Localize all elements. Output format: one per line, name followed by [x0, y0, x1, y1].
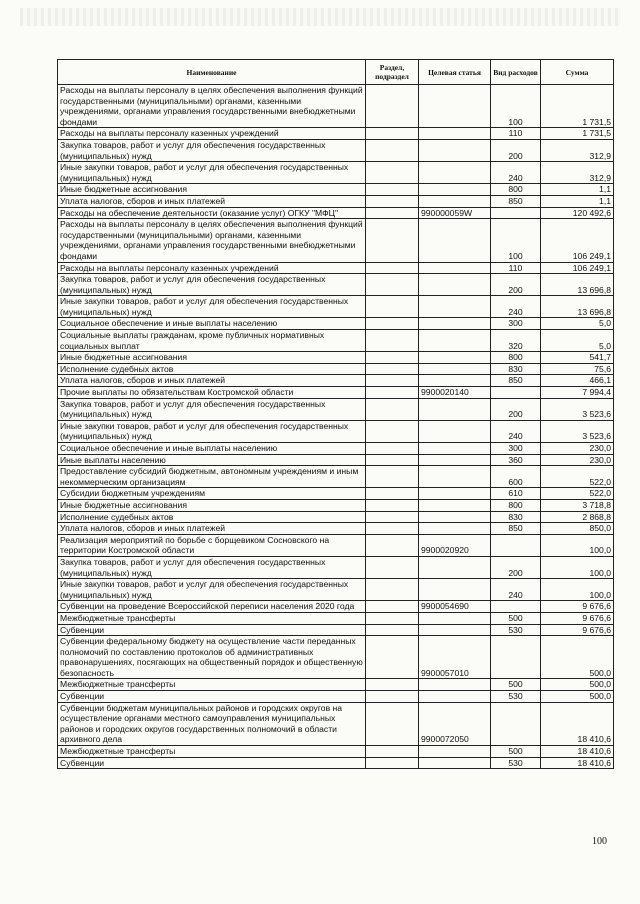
table-row: [58, 128, 614, 140]
cell-section: [366, 702, 419, 745]
cell-kind: 800: [491, 184, 541, 196]
table-row: [58, 274, 614, 296]
cell-kind: 100: [491, 85, 541, 128]
cell-sum: 3 718,8: [541, 499, 614, 511]
cell-target: [419, 466, 491, 488]
cell-section: [366, 330, 419, 352]
cell-name: Социальное обеспечение и иные выплаты населению: [58, 443, 366, 455]
cell-sum: 13 696,8: [541, 296, 614, 318]
cell-target: 990000059W: [419, 207, 491, 219]
cell-target: [419, 330, 491, 352]
table-row: [58, 352, 614, 364]
cell-kind: 240: [491, 162, 541, 184]
cell-section: [366, 454, 419, 466]
scan-header-noise: [20, 8, 620, 26]
cell-section: [366, 139, 419, 161]
cell-section: [366, 195, 419, 207]
cell-sum: 18 410,6: [541, 746, 614, 758]
cell-kind: 830: [491, 511, 541, 523]
cell-sum: 522,0: [541, 488, 614, 500]
cell-section: [366, 679, 419, 691]
table-row: [58, 702, 614, 745]
header-section: Раздел, подраздел: [366, 60, 419, 85]
cell-target: [419, 262, 491, 274]
table-row: [58, 318, 614, 330]
cell-section: [366, 443, 419, 455]
cell-section: [366, 511, 419, 523]
cell-target: [419, 499, 491, 511]
cell-target: [419, 488, 491, 500]
cell-section: [366, 636, 419, 679]
cell-name: Субвенции федеральному бюджету на осуществление части переданных полномочий по составлению протоколов об административных правонарушениях, посягающих на общественный порядок и общественную безопасность: [58, 636, 366, 679]
header-name: Наименование: [58, 60, 366, 85]
cell-target: 9900072050: [419, 702, 491, 745]
cell-kind: 530: [491, 757, 541, 769]
table-row: [58, 466, 614, 488]
cell-sum: 7 994,4: [541, 387, 614, 399]
cell-name: Уплата налогов, сборов и иных платежей: [58, 195, 366, 207]
cell-kind: 300: [491, 318, 541, 330]
cell-sum: 18 410,6: [541, 702, 614, 745]
cell-section: [366, 318, 419, 330]
cell-sum: 230,0: [541, 454, 614, 466]
cell-sum: 5,0: [541, 318, 614, 330]
cell-name: Иные закупки товаров, работ и услуг для обеспечения государственных (муниципальных) нужд: [58, 162, 366, 184]
cell-kind: 100: [491, 219, 541, 262]
cell-target: [419, 612, 491, 624]
cell-name: Иные закупки товаров, работ и услуг для обеспечения государственных (муниципальных) нужд: [58, 579, 366, 601]
cell-kind: 110: [491, 128, 541, 140]
table-row: [58, 523, 614, 535]
cell-name: Расходы на выплаты персоналу казенных учреждений: [58, 128, 366, 140]
cell-section: [366, 398, 419, 420]
cell-kind: [491, 387, 541, 399]
table-row: [58, 420, 614, 442]
cell-target: 9900020140: [419, 387, 491, 399]
cell-target: [419, 398, 491, 420]
table-row: [58, 579, 614, 601]
cell-section: [366, 363, 419, 375]
table-row: [58, 636, 614, 679]
cell-kind: 500: [491, 746, 541, 758]
cell-name: Иные бюджетные ассигнования: [58, 499, 366, 511]
cell-kind: 600: [491, 466, 541, 488]
cell-sum: 5,0: [541, 330, 614, 352]
cell-name: Субвенции: [58, 691, 366, 703]
cell-section: [366, 556, 419, 578]
cell-target: [419, 318, 491, 330]
cell-section: [366, 207, 419, 219]
cell-sum: 100,0: [541, 534, 614, 556]
table-row: [58, 624, 614, 636]
cell-sum: 466,1: [541, 375, 614, 387]
cell-name: Расходы на выплаты персоналу казенных учреждений: [58, 262, 366, 274]
table-row: [58, 207, 614, 219]
cell-kind: [491, 702, 541, 745]
cell-section: [366, 523, 419, 535]
table-row: [58, 443, 614, 455]
cell-sum: 106 249,1: [541, 219, 614, 262]
cell-sum: 500,0: [541, 636, 614, 679]
cell-kind: 110: [491, 262, 541, 274]
cell-target: [419, 511, 491, 523]
cell-kind: [491, 636, 541, 679]
table-row: [58, 139, 614, 161]
cell-section: [366, 601, 419, 613]
cell-sum: 1 731,5: [541, 128, 614, 140]
table-row: [58, 534, 614, 556]
cell-name: Межбюджетные трансферты: [58, 746, 366, 758]
cell-target: [419, 443, 491, 455]
cell-section: [366, 375, 419, 387]
table-row: [58, 85, 614, 128]
cell-sum: 500,0: [541, 691, 614, 703]
cell-section: [366, 184, 419, 196]
cell-section: [366, 128, 419, 140]
table-row: [58, 612, 614, 624]
cell-kind: 850: [491, 375, 541, 387]
cell-kind: [491, 534, 541, 556]
cell-sum: 100,0: [541, 556, 614, 578]
table-row: [58, 262, 614, 274]
cell-target: [419, 679, 491, 691]
table-row: [58, 746, 614, 758]
cell-name: Социальное обеспечение и иные выплаты населению: [58, 318, 366, 330]
cell-name: Субвенции на проведение Всероссийской переписи населения 2020 года: [58, 601, 366, 613]
table-row: [58, 387, 614, 399]
cell-name: Предоставление субсидий бюджетным, автономным учреждениям и иным некоммерческим организациям: [58, 466, 366, 488]
cell-sum: 541,7: [541, 352, 614, 364]
cell-target: [419, 195, 491, 207]
cell-kind: 240: [491, 296, 541, 318]
cell-section: [366, 420, 419, 442]
cell-kind: 530: [491, 624, 541, 636]
cell-kind: 360: [491, 454, 541, 466]
cell-name: Уплата налогов, сборов и иных платежей: [58, 375, 366, 387]
cell-name: Субвенции бюджетам муниципальных районов и городских округов на осуществление органами местного самоуправления муниципальных районов и городских округов государственных полномочий в области архивного дела: [58, 702, 366, 745]
table-row: [58, 691, 614, 703]
table-row: [58, 184, 614, 196]
cell-kind: 830: [491, 363, 541, 375]
cell-target: 9900020920: [419, 534, 491, 556]
cell-name: Иные закупки товаров, работ и услуг для обеспечения государственных (муниципальных) нужд: [58, 296, 366, 318]
cell-section: [366, 162, 419, 184]
cell-kind: 530: [491, 691, 541, 703]
cell-section: [366, 624, 419, 636]
cell-section: [366, 262, 419, 274]
cell-name: Иные бюджетные ассигнования: [58, 184, 366, 196]
cell-name: Иные выплаты населению: [58, 454, 366, 466]
cell-kind: 500: [491, 612, 541, 624]
table-row: [58, 488, 614, 500]
cell-sum: 75,6: [541, 363, 614, 375]
cell-sum: 2 868,8: [541, 511, 614, 523]
cell-target: 9900057010: [419, 636, 491, 679]
cell-name: Закупка товаров, работ и услуг для обеспечения государственных (муниципальных) нужд: [58, 398, 366, 420]
cell-sum: 3 523,6: [541, 420, 614, 442]
cell-section: [366, 534, 419, 556]
cell-sum: 312,9: [541, 139, 614, 161]
cell-target: [419, 579, 491, 601]
cell-sum: 18 410,6: [541, 757, 614, 769]
cell-kind: 850: [491, 523, 541, 535]
cell-kind: 200: [491, 398, 541, 420]
table-row: [58, 363, 614, 375]
cell-name: Расходы на выплаты персоналу в целях обеспечения выполнения функций государственными (муниципальными) органами, казенными учреждениями, органами управления государственными внебюджетными фондами: [58, 85, 366, 128]
cell-kind: 500: [491, 679, 541, 691]
cell-name: Исполнение судебных актов: [58, 363, 366, 375]
cell-name: Субвенции: [58, 757, 366, 769]
cell-target: [419, 556, 491, 578]
cell-sum: 230,0: [541, 443, 614, 455]
cell-section: [366, 488, 419, 500]
cell-name: Иные закупки товаров, работ и услуг для обеспечения государственных (муниципальных) нужд: [58, 420, 366, 442]
cell-sum: 312,9: [541, 162, 614, 184]
table-row: [58, 162, 614, 184]
cell-section: [366, 352, 419, 364]
cell-kind: 320: [491, 330, 541, 352]
cell-target: [419, 219, 491, 262]
cell-sum: 120 492,6: [541, 207, 614, 219]
cell-name: Закупка товаров, работ и услуг для обеспечения государственных (муниципальных) нужд: [58, 139, 366, 161]
cell-target: 9900054690: [419, 601, 491, 613]
table-row: [58, 556, 614, 578]
cell-name: Уплата налогов, сборов и иных платежей: [58, 523, 366, 535]
cell-sum: 13 696,8: [541, 274, 614, 296]
cell-section: [366, 757, 419, 769]
cell-target: [419, 128, 491, 140]
cell-name: Прочие выплаты по обязательствам Костромской области: [58, 387, 366, 399]
cell-section: [366, 466, 419, 488]
cell-sum: 106 249,1: [541, 262, 614, 274]
cell-target: [419, 624, 491, 636]
cell-section: [366, 85, 419, 128]
table-row: [58, 330, 614, 352]
cell-kind: 300: [491, 443, 541, 455]
cell-name: Межбюджетные трансферты: [58, 679, 366, 691]
cell-sum: 9 676,6: [541, 601, 614, 613]
table-row: [58, 679, 614, 691]
cell-name: Закупка товаров, работ и услуг для обеспечения государственных (муниципальных) нужд: [58, 274, 366, 296]
cell-target: [419, 523, 491, 535]
header-target: Целевая статья: [419, 60, 491, 85]
table-row: [58, 757, 614, 769]
cell-sum: 522,0: [541, 466, 614, 488]
cell-section: [366, 387, 419, 399]
cell-target: [419, 274, 491, 296]
page-number: 100: [592, 836, 607, 847]
cell-kind: 800: [491, 352, 541, 364]
table-row: [58, 398, 614, 420]
table-row: [58, 601, 614, 613]
cell-target: [419, 757, 491, 769]
cell-section: [366, 219, 419, 262]
cell-target: [419, 363, 491, 375]
cell-kind: [491, 601, 541, 613]
cell-target: [419, 184, 491, 196]
cell-section: [366, 274, 419, 296]
cell-kind: 200: [491, 556, 541, 578]
cell-target: [419, 746, 491, 758]
cell-target: [419, 420, 491, 442]
cell-target: [419, 296, 491, 318]
cell-target: [419, 691, 491, 703]
cell-name: Субвенции: [58, 624, 366, 636]
cell-name: Иные бюджетные ассигнования: [58, 352, 366, 364]
table-row: [58, 219, 614, 262]
cell-target: [419, 375, 491, 387]
cell-kind: [491, 207, 541, 219]
cell-target: [419, 352, 491, 364]
cell-name: Реализация мероприятий по борьбе с борщевиком Сосновского на территории Костромской области: [58, 534, 366, 556]
cell-sum: 9 676,6: [541, 624, 614, 636]
cell-sum: 1,1: [541, 184, 614, 196]
cell-kind: 610: [491, 488, 541, 500]
cell-sum: 850,0: [541, 523, 614, 535]
cell-section: [366, 691, 419, 703]
table-row: [58, 296, 614, 318]
cell-target: [419, 454, 491, 466]
cell-kind: 200: [491, 139, 541, 161]
cell-section: [366, 499, 419, 511]
cell-sum: 500,0: [541, 679, 614, 691]
cell-section: [366, 612, 419, 624]
cell-sum: 3 523,6: [541, 398, 614, 420]
cell-name: Социальные выплаты гражданам, кроме публичных нормативных социальных выплат: [58, 330, 366, 352]
cell-name: Субсидии бюджетным учреждениям: [58, 488, 366, 500]
table-row: [58, 195, 614, 207]
cell-kind: 850: [491, 195, 541, 207]
cell-kind: 200: [491, 274, 541, 296]
cell-target: [419, 139, 491, 161]
cell-name: Закупка товаров, работ и услуг для обеспечения государственных (муниципальных) нужд: [58, 556, 366, 578]
cell-name: Исполнение судебных актов: [58, 511, 366, 523]
table-row: [58, 375, 614, 387]
cell-target: [419, 162, 491, 184]
budget-table: [57, 59, 614, 769]
table-row: [58, 454, 614, 466]
cell-sum: 1,1: [541, 195, 614, 207]
cell-sum: 100,0: [541, 579, 614, 601]
cell-name: Межбюджетные трансферты: [58, 612, 366, 624]
cell-sum: 1 731,5: [541, 85, 614, 128]
header-kind: Вид расходов: [491, 60, 541, 85]
cell-section: [366, 296, 419, 318]
cell-sum: 9 676,6: [541, 612, 614, 624]
cell-kind: 800: [491, 499, 541, 511]
cell-kind: 240: [491, 420, 541, 442]
header-sum: Сумма: [541, 60, 614, 85]
cell-section: [366, 579, 419, 601]
table-header-row: [58, 60, 614, 85]
cell-name: Расходы на обеспечение деятельности (оказание услуг) ОГКУ "МФЦ": [58, 207, 366, 219]
table-row: [58, 511, 614, 523]
cell-name: Расходы на выплаты персоналу в целях обеспечения выполнения функций государственными (муниципальными) органами, казенными учреждениями, органами управления государственными внебюджетными фондами: [58, 219, 366, 262]
table-row: [58, 499, 614, 511]
cell-section: [366, 746, 419, 758]
cell-kind: 240: [491, 579, 541, 601]
cell-target: [419, 85, 491, 128]
